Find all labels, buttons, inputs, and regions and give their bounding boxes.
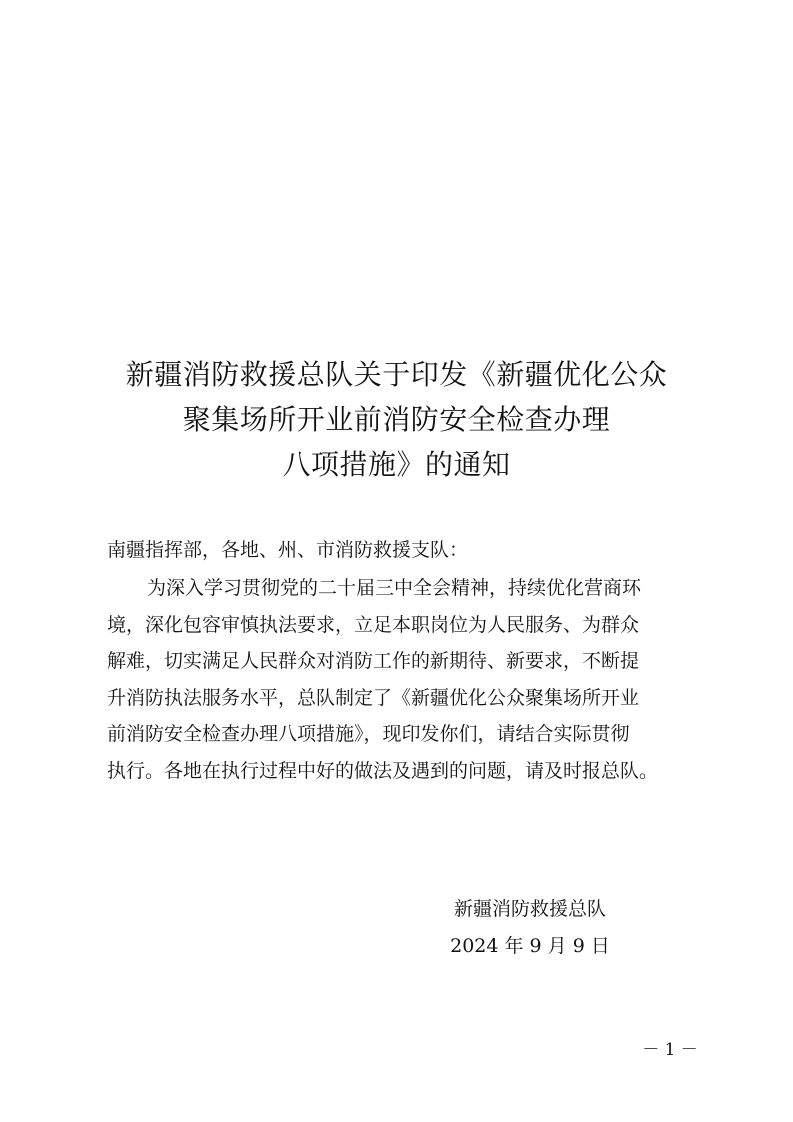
body-line: 解难，切实满足人民群众对消防工作的新期待、新要求，不断提 — [107, 650, 640, 673]
body-line: 执行。各地在执行过程中好的做法及遇到的问题，请及时报总队。 — [107, 759, 659, 782]
signature-organization: 新疆消防救援总队 — [453, 898, 606, 920]
salutation: 南疆指挥部，各地、州、市消防救援支队： — [107, 539, 469, 561]
title-line: 新疆消防救援总队关于印发《新疆优化公众 — [125, 358, 668, 391]
title-line: 八项措施》的通知 — [282, 448, 511, 481]
signature-block — [440, 893, 620, 961]
signature-date: 2024 年 9 月 9 日 — [450, 935, 610, 957]
title-line: 聚集场所开业前消防安全检查办理 — [182, 403, 611, 436]
body-line: 前消防安全检查办理八项措施》，现印发你们，请结合实际贯彻 — [107, 723, 630, 746]
body-line: 为深入学习贯彻党的二十届三中全会精神，持续优化营商环 — [147, 577, 642, 599]
body-paragraph — [107, 570, 697, 790]
page-number: － 1 － — [642, 1040, 698, 1060]
body-line: 升消防执法服务水平，总队制定了《新疆优化公众聚集场所开业 — [107, 686, 640, 709]
body-line: 境，深化包容审慎执法要求，立足本职岗位为人民服务、为群众 — [107, 613, 640, 636]
document-title — [100, 352, 693, 487]
